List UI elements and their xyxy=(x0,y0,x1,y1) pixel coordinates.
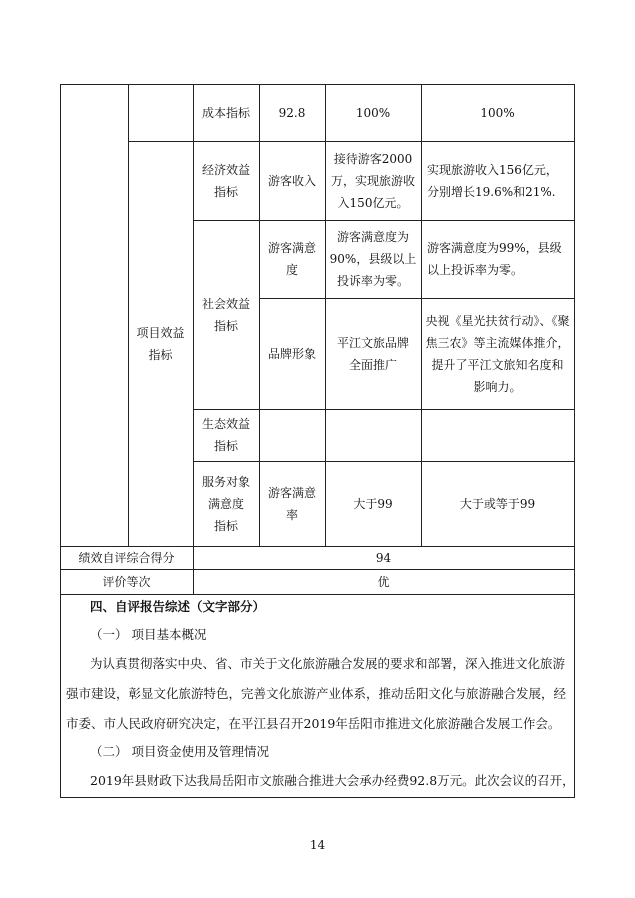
grade-label: 评价等次 xyxy=(102,574,151,589)
economic-sub-indicator: 游客收入 xyxy=(267,173,316,188)
report-heading: 四、自评报告综述（文字部分） xyxy=(90,599,266,614)
score-value: 94 xyxy=(375,550,392,565)
satisfaction-actual: 游客满意度为99%，县级 以上投诉率为零。 xyxy=(427,241,562,277)
cost-indicator-target: 92.8 xyxy=(278,105,306,120)
social-benefit-label: 社会效益 指标 xyxy=(201,296,250,333)
brand-expected: 平江文旅品牌 全面推广 xyxy=(336,335,409,372)
cost-indicator-actual: 100% xyxy=(480,105,515,120)
ecological-benefit-label: 生态效益 指标 xyxy=(201,417,250,453)
page-number: 14 xyxy=(309,838,326,852)
paragraph-1-line: 强市建设，彰显文化旅游特色，完善文化旅游产业体系，推动岳阳文化与旅游融合发展，经 xyxy=(66,686,567,701)
cost-indicator-label: 成本指标 xyxy=(201,105,250,120)
section-1-title: （一） 项目基本概况 xyxy=(90,627,207,642)
satisfaction-sub-indicator: 游客满意 度 xyxy=(267,241,316,277)
cost-indicator-expected: 100% xyxy=(355,105,391,120)
service-expected: 大于99 xyxy=(353,496,393,511)
economic-benefit-label: 经济效益 指标 xyxy=(201,162,250,199)
section-2-title: （二） 项目资金使用及管理情况 xyxy=(90,744,269,759)
paragraph-1-line: 市委、市人民政府研究决定，在平江县召开2019年岳阳市推进文化旅游融合发展工作会。 xyxy=(66,716,561,731)
grid-line xyxy=(60,84,61,798)
service-sub-indicator: 游客满意 率 xyxy=(267,485,316,522)
service-satisfaction-label: 服务对象 满意度 指标 xyxy=(201,474,250,533)
grade-value: 优 xyxy=(377,574,390,589)
paragraph-1-line: 为认真贯彻落实中央、省、市关于文化旅游融合发展的要求和部署，深入推进文化旅游 xyxy=(90,656,566,671)
paragraph-2-line: 2019年县财政下达我局岳阳市文旅融合推进大会承办经费92.8万元。此次会议的召开， xyxy=(90,773,575,788)
brand-sub-indicator: 品牌形象 xyxy=(267,346,316,361)
project-benefit-label: 项目效益 指标 xyxy=(136,325,185,362)
satisfaction-expected: 游客满意度为 90%，县级以上 投诉率为零。 xyxy=(329,230,417,288)
grid-line xyxy=(60,797,575,798)
service-actual: 大于或等于99 xyxy=(459,496,536,511)
score-label: 绩效自评综合得分 xyxy=(78,550,175,565)
economic-actual: 实现旅游收入156亿元， 分别增长19.6%和21%. xyxy=(427,162,558,199)
brand-actual: 央视《星光扶贫行动》、《聚 焦三农》等主流媒体推介， 提升了平江文旅知名度和 影响力。 xyxy=(425,313,570,394)
economic-expected: 接待游客2000 万，实现旅游收 入150亿元。 xyxy=(330,151,415,210)
grid-line xyxy=(574,84,575,798)
grid-line xyxy=(60,594,575,595)
